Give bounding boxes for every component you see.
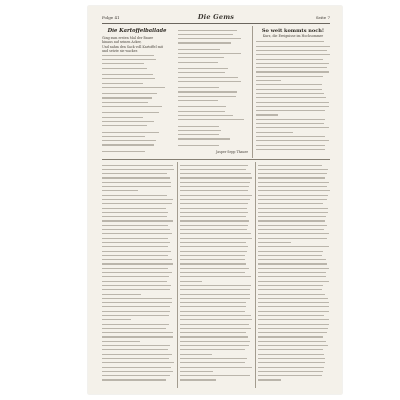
text-line	[258, 378, 330, 382]
text-line	[178, 143, 248, 147]
text-line	[102, 66, 172, 70]
poem-title: Die Kartoffelballade	[107, 28, 167, 34]
text-line	[178, 79, 248, 83]
body-text-block	[102, 163, 174, 382]
text-line	[102, 149, 172, 153]
article-text-block	[256, 40, 330, 152]
poem-text-block	[102, 53, 172, 153]
text-line	[178, 98, 248, 102]
article-column	[256, 28, 330, 156]
poem-text-block	[178, 28, 248, 147]
poem-column-middle	[178, 28, 248, 156]
poem-line: Ging zum ersten Mal der Bauer	[102, 36, 154, 40]
section-divider	[102, 159, 330, 160]
body-column-1	[102, 163, 174, 387]
page-number: Seite 7	[315, 15, 330, 20]
magazine-title: Die Gems	[197, 13, 235, 21]
text-line	[256, 147, 330, 151]
text-line	[102, 104, 172, 108]
body-column-3	[258, 163, 330, 387]
poem-column-left	[102, 28, 172, 156]
column-divider	[255, 162, 256, 388]
body-text-block	[180, 163, 252, 382]
text-line	[102, 85, 172, 89]
page-header	[102, 14, 330, 24]
body-text-block	[258, 163, 330, 382]
text-line	[178, 118, 248, 122]
body-column-2	[180, 163, 252, 387]
poem-line: und setzte sie wacker.	[102, 48, 138, 53]
text-line	[102, 143, 172, 147]
text-line	[178, 60, 248, 64]
column-divider	[177, 162, 178, 388]
scanned-page	[88, 6, 342, 394]
poem-line: hinaus auf seinen Acker,	[102, 40, 142, 45]
article-subtitle: Kurz, die Ereignisse im Hochsommer	[262, 34, 324, 38]
text-line	[178, 137, 248, 141]
column-divider	[252, 26, 253, 158]
text-line	[178, 41, 248, 45]
issue-number: Folge 41	[102, 15, 120, 20]
article-title: So weit kommts noch!	[261, 28, 325, 34]
text-line	[102, 378, 174, 382]
poem-line: Und nahm den Sack voll Kartoffel mit	[102, 44, 163, 49]
text-line	[180, 378, 252, 382]
poem-signature: Jasper Sepp Thauer	[216, 150, 248, 155]
text-line	[102, 124, 172, 128]
